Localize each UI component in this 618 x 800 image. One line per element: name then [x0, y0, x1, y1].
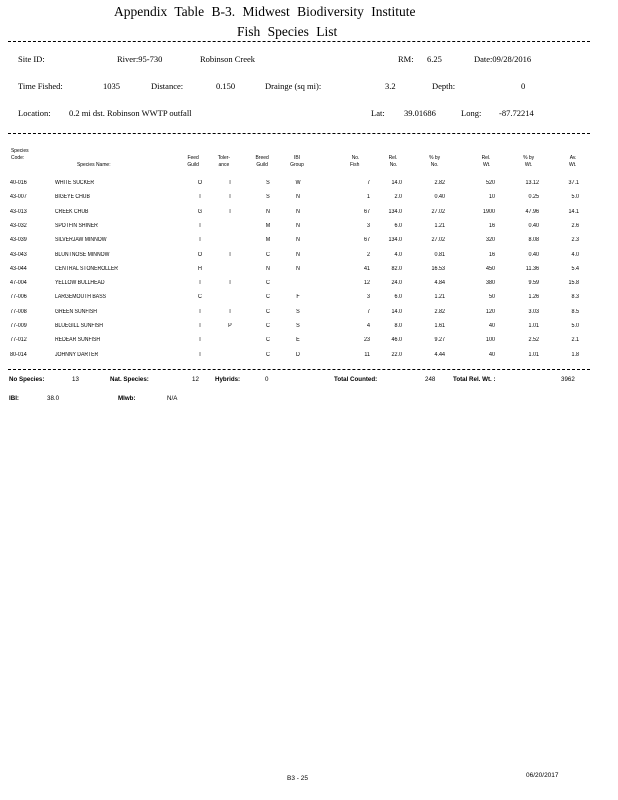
- breed-guild: N: [266, 208, 270, 215]
- no-fish: 23: [363, 337, 370, 344]
- lat-label: Lat:: [371, 108, 385, 118]
- time-fished-value: 1035: [103, 81, 120, 91]
- rel-no: 22.0: [391, 351, 402, 358]
- tolerance: T: [228, 280, 232, 287]
- tolerance: P: [228, 323, 232, 329]
- pct-by-no: 1.21: [434, 294, 445, 301]
- rel-no: 6.0: [394, 294, 402, 301]
- species-name: CREEK CHUB: [55, 208, 89, 215]
- pct-by-no: 1.61: [434, 323, 445, 329]
- breed-guild: C: [266, 337, 270, 344]
- no-fish: 3: [366, 294, 370, 301]
- av-wt: 37.1: [568, 180, 579, 186]
- species-name: CENTRAL STONEROLLER: [55, 265, 118, 272]
- species-name: JOHNNY DARTER: [55, 351, 99, 358]
- depth-label: Depth:: [432, 81, 456, 91]
- feed-guild: I: [199, 351, 201, 358]
- species-name: SPOTFIN SHINER: [55, 222, 98, 229]
- rm-label: RM:: [398, 54, 414, 64]
- long-label: Long:: [461, 108, 482, 118]
- date-value: Date:09/28/2016: [474, 54, 532, 64]
- distance-label: Distance:: [151, 81, 184, 91]
- feed-guild: C: [198, 294, 202, 301]
- breed-guild: C: [266, 280, 270, 287]
- title-divider: [8, 41, 590, 42]
- ibi-group: N: [296, 251, 300, 258]
- total-counted-label: Total Counted:: [334, 376, 378, 383]
- pct-by-wt: 1.01: [528, 323, 539, 329]
- species-code: 43-039: [10, 237, 27, 244]
- species-code: 43-013: [10, 208, 27, 215]
- tolerance: T: [228, 180, 232, 186]
- location-label: Location:: [18, 108, 51, 118]
- av-wt: 8.5: [571, 308, 579, 315]
- breed-guild: C: [266, 323, 270, 329]
- species-name: SILVERJAW MINNOW: [55, 237, 107, 244]
- page-number: B3 - 25: [287, 775, 308, 782]
- drainage-value: 3.2: [385, 81, 396, 91]
- breed-guild: N: [266, 265, 270, 272]
- no-species-label: No Species:: [9, 376, 45, 383]
- pct-by-no: 4.44: [434, 351, 445, 358]
- no-fish: 11: [364, 351, 370, 358]
- feed-guild: G: [197, 208, 203, 215]
- species-name: GREEN SUNFISH: [55, 308, 97, 315]
- no-fish: 12: [363, 280, 370, 287]
- species-name: LARGEMOUTH BASS: [55, 294, 107, 301]
- av-wt: 5.0: [571, 194, 579, 201]
- ibi-group: S: [296, 323, 300, 329]
- long-value: -87.72214: [499, 108, 534, 118]
- av-wt: 4.0: [571, 251, 579, 258]
- col-pctno-header: % by No.: [429, 155, 441, 168]
- species-code: 47-004: [10, 280, 27, 287]
- pct-by-wt: 1.26: [528, 294, 539, 301]
- species-code: 77-009: [10, 323, 27, 329]
- rel-wt: 120: [485, 308, 495, 315]
- pct-by-no: 2.82: [434, 180, 445, 186]
- ibi-group: S: [296, 308, 300, 315]
- pct-by-wt: 9.59: [528, 280, 539, 287]
- pct-by-wt: 0.25: [528, 194, 539, 201]
- tolerance: I: [229, 194, 231, 201]
- info-divider: [8, 133, 590, 134]
- no-fish: 1: [366, 194, 370, 201]
- rel-wt: 16: [488, 251, 495, 258]
- rel-wt: 40: [488, 323, 495, 329]
- col-avwt-header: Av. Wt.: [568, 155, 577, 168]
- col-ibi-header: IBI Group: [290, 155, 304, 168]
- ibi-value: 38.0: [47, 395, 60, 402]
- species-name: BLUEGILL SUNFISH: [55, 323, 103, 329]
- rel-wt: 450: [485, 265, 495, 272]
- total-relwt-label: Total Rel. Wt. :: [453, 376, 496, 383]
- pct-by-wt: 11.36: [525, 265, 539, 272]
- col-tolerance-header: Toler- ance: [217, 155, 231, 168]
- rel-wt: 380: [485, 280, 495, 287]
- no-fish: 41: [363, 265, 370, 272]
- col-breed-header: Breed Guild: [255, 155, 269, 168]
- table-row: [0, 194, 618, 203]
- page-title: Appendix Table B-3. Midwest Biodiversity Institute: [114, 4, 416, 19]
- pct-by-wt: 3.03: [528, 308, 539, 315]
- pct-by-wt: 47.96: [525, 208, 539, 215]
- species-code: 77-006: [10, 294, 27, 301]
- print-date: 06/20/2017: [526, 772, 559, 779]
- table-row: [0, 337, 618, 346]
- species-code: 40-016: [10, 180, 27, 186]
- av-wt: 14.1: [568, 208, 579, 215]
- page-subtitle: Fish Species List: [237, 24, 338, 39]
- pct-by-no: 1.21: [434, 222, 445, 229]
- no-fish: 4: [366, 323, 370, 329]
- pct-by-wt: 2.52: [528, 337, 539, 344]
- no-fish: 7: [366, 180, 370, 186]
- rel-no: 14.0: [391, 308, 402, 315]
- breed-guild: M: [265, 222, 271, 229]
- feed-guild: I: [199, 222, 201, 229]
- rel-wt: 50: [488, 294, 495, 301]
- rel-no: 134.0: [388, 208, 402, 215]
- feed-guild: I: [199, 194, 201, 201]
- feed-guild: I: [199, 308, 201, 315]
- rel-wt: 320: [485, 237, 495, 244]
- distance-value: 0.150: [216, 81, 236, 91]
- av-wt: 15.8: [568, 280, 579, 287]
- table-row: [0, 180, 618, 189]
- ibi-group: D: [296, 351, 300, 358]
- col-relno-header: Rel. No.: [388, 155, 398, 168]
- ibi-label: IBI:: [9, 395, 19, 402]
- rel-wt: 100: [485, 337, 495, 344]
- hybrids-value: 0: [265, 376, 269, 383]
- lat-value: 39.01686: [404, 108, 436, 118]
- species-code: 43-043: [10, 251, 27, 258]
- breed-guild: S: [266, 194, 270, 201]
- feed-guild: I: [199, 323, 201, 329]
- table-row: [0, 352, 618, 361]
- col-name-header: Species Name:: [77, 162, 111, 168]
- no-fish: 67: [363, 237, 370, 244]
- nat-species-value: 12: [192, 376, 199, 383]
- no-species-value: 13: [72, 376, 79, 383]
- feed-guild: I: [199, 280, 201, 287]
- species-name: REDEAR SUNFISH: [55, 337, 101, 344]
- pct-by-no: 2.82: [434, 308, 445, 315]
- rel-no: 82.0: [391, 265, 402, 272]
- col-code-header: Species Code:: [11, 148, 29, 161]
- species-code: 43-007: [10, 194, 27, 201]
- pct-by-wt: 13.12: [525, 180, 539, 186]
- pct-by-wt: 8.08: [528, 237, 539, 244]
- col-relwt-header: Rel. Wt.: [481, 155, 491, 168]
- table-row: [0, 237, 618, 246]
- table-row: [0, 280, 618, 289]
- hybrids-label: Hybrids:: [215, 376, 241, 383]
- nat-species-label: Nat. Species:: [110, 376, 149, 383]
- breed-guild: C: [266, 251, 270, 258]
- breed-guild: M: [265, 237, 271, 244]
- location-value: 0.2 mi dst. Robinson WWTP outfall: [69, 108, 192, 118]
- rel-no: 24.0: [391, 280, 402, 287]
- rel-no: 8.0: [394, 323, 402, 329]
- ibi-group: N: [296, 208, 300, 215]
- species-code: 77-012: [10, 337, 27, 344]
- species-name: BLUNTNOSE MINNOW: [55, 251, 110, 258]
- no-fish: 67: [363, 208, 370, 215]
- miwb-value: N/A: [167, 395, 178, 402]
- rel-no: 2.0: [394, 194, 402, 201]
- table-divider: [8, 369, 590, 370]
- col-pctwt-header: % by Wt.: [523, 155, 535, 168]
- rel-wt: 16: [488, 222, 495, 229]
- depth-value: 0: [521, 81, 526, 91]
- breed-guild: C: [266, 294, 270, 301]
- av-wt: 5.4: [571, 265, 579, 272]
- table-row: [0, 223, 618, 232]
- av-wt: 1.8: [571, 351, 579, 358]
- pct-by-no: 27.02: [431, 237, 445, 244]
- feed-guild: H: [198, 265, 202, 272]
- river-code: River:95-730: [117, 54, 163, 64]
- species-code: 80-014: [10, 351, 27, 358]
- tolerance: T: [228, 308, 232, 315]
- no-fish: 7: [366, 308, 370, 315]
- col-feed-header: Feed Guild: [187, 155, 199, 168]
- tolerance: T: [228, 208, 232, 215]
- site-id-label: Site ID:: [18, 54, 45, 64]
- feed-guild: I: [199, 337, 201, 344]
- av-wt: 5.0: [571, 323, 579, 329]
- rel-wt: 1900: [482, 208, 495, 215]
- av-wt: 2.6: [571, 222, 579, 229]
- feed-guild: O: [197, 251, 203, 258]
- pct-by-wt: 1.01: [528, 351, 539, 358]
- pct-by-wt: 0.40: [528, 222, 539, 229]
- ibi-group: E: [296, 337, 300, 344]
- species-name: WHITE SUCKER: [55, 180, 95, 186]
- no-fish: 2: [366, 251, 370, 258]
- av-wt: 2.3: [571, 237, 579, 244]
- ibi-group: N: [296, 265, 300, 272]
- table-row: [0, 209, 618, 218]
- ibi-group: N: [296, 222, 300, 229]
- time-fished-label: Time Fished:: [18, 81, 63, 91]
- ibi-group: N: [296, 194, 300, 201]
- rel-no: 4.0: [394, 251, 402, 258]
- feed-guild: O: [197, 180, 203, 186]
- table-row: [0, 323, 618, 332]
- av-wt: 8.3: [571, 294, 579, 301]
- species-name: BIGEYE CHUB: [55, 194, 90, 201]
- rel-wt: 10: [488, 194, 495, 201]
- table-row: [0, 266, 618, 275]
- drainage-label: Drainge (sq mi):: [265, 81, 322, 91]
- pct-by-no: 9.27: [434, 337, 445, 344]
- table-row: [0, 252, 618, 261]
- rel-no: 6.0: [394, 222, 402, 229]
- rel-no: 14.0: [391, 180, 402, 186]
- rel-wt: 520: [485, 180, 495, 186]
- rel-wt: 40: [488, 351, 495, 358]
- species-code: 77-008: [10, 308, 27, 315]
- rel-no: 134.0: [388, 237, 402, 244]
- feed-guild: I: [199, 237, 201, 244]
- rel-no: 46.0: [391, 337, 402, 344]
- table-row: [0, 294, 618, 303]
- ibi-group: N: [296, 237, 300, 244]
- table-row: [0, 309, 618, 318]
- breed-guild: S: [266, 180, 270, 186]
- no-fish: 3: [366, 222, 370, 229]
- total-relwt-value: 3962: [561, 376, 575, 383]
- species-name: YELLOW BULLHEAD: [55, 280, 105, 287]
- tolerance: T: [228, 251, 232, 258]
- ibi-group: F: [296, 294, 300, 301]
- species-code: 43-044: [10, 265, 27, 272]
- stream-name: Robinson Creek: [200, 54, 256, 64]
- pct-by-no: 0.40: [434, 194, 445, 201]
- breed-guild: C: [266, 308, 270, 315]
- pct-by-no: 16.53: [431, 265, 445, 272]
- ibi-group: W: [295, 180, 301, 186]
- miwb-label: MIwb:: [118, 395, 136, 402]
- species-code: 43-032: [10, 222, 27, 229]
- pct-by-wt: 0.40: [528, 251, 539, 258]
- av-wt: 2.1: [571, 337, 579, 344]
- pct-by-no: 27.02: [431, 208, 445, 215]
- col-nofish-header: No. Fish: [350, 155, 360, 168]
- rm-value: 6.25: [427, 54, 442, 64]
- pct-by-no: 0.81: [434, 251, 445, 258]
- total-counted-value: 248: [425, 376, 436, 383]
- pct-by-no: 4.84: [434, 280, 445, 287]
- breed-guild: C: [266, 351, 270, 358]
